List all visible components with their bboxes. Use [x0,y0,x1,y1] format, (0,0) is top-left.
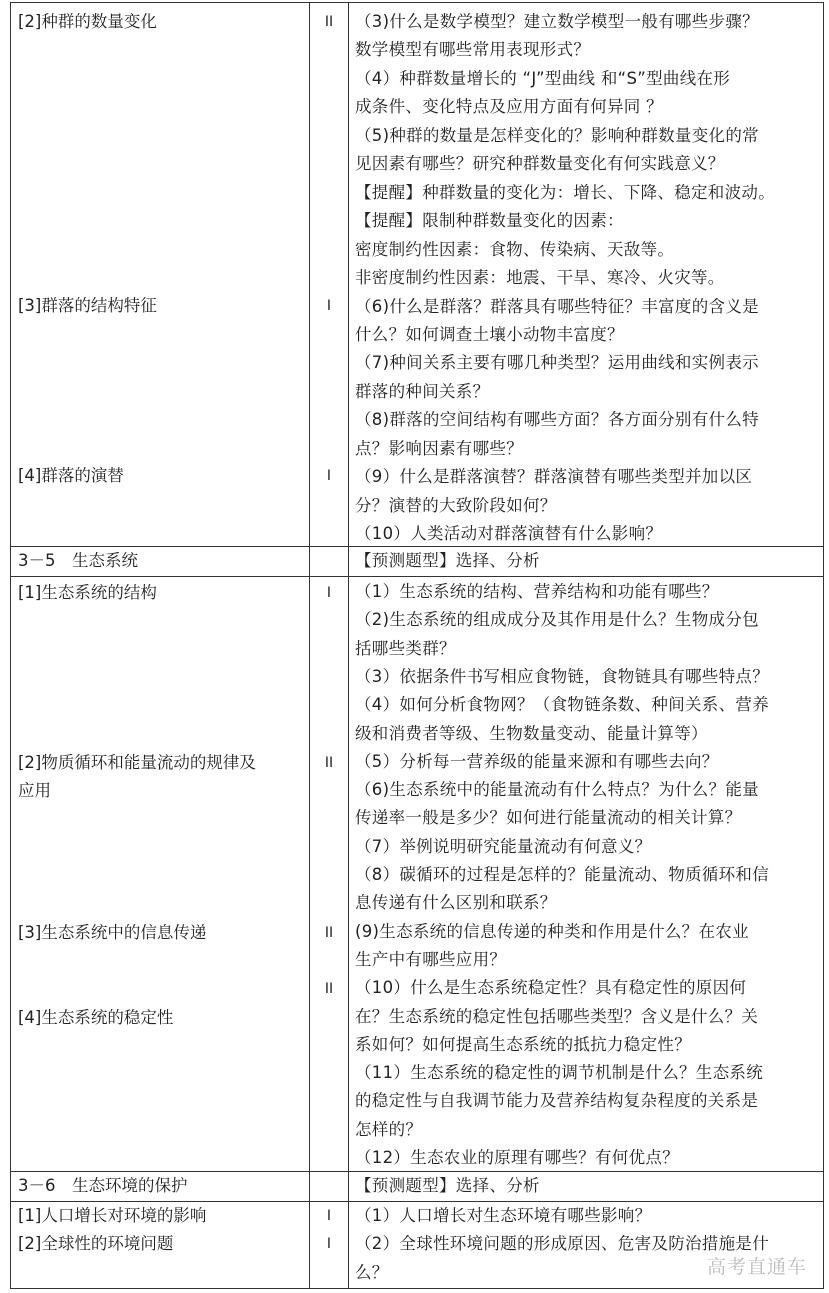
level: I [326,585,332,601]
topic-cell [11,1202,309,1288]
question-line: 【提醒】限制种群数量变化的因素： [355,211,624,231]
question-line: （1）生态系统的结构、营养结构和功能有哪些？ [355,582,719,601]
question-line: （12）生态农业的原理有哪些？有何优点？ [355,1148,679,1167]
section-title: 3－6 生态环境的保护 [18,1176,188,1195]
question-line: （8)群落的空间结构有哪些方面？各方面分别有什么特 [355,410,759,430]
questions-cell [348,3,823,546]
question-line: （2）全球性环境问题的形成原因、危害及防治措施是什 [355,1234,769,1254]
question-line: 生产中有哪些应用？ [355,949,507,969]
level: II [324,981,334,997]
topic: [2]全球性的环境问题 [18,1234,174,1253]
question-line: 息传递有什么区别和联系？ [355,893,557,913]
level: I [326,298,332,314]
questions-cell [348,577,823,1171]
level: II [324,755,334,771]
topic: [2]种群的数量变化 [18,12,157,31]
question-line: （5）分析每一营养级的能量来源和有哪些去向？ [355,751,719,771]
level-cell [309,577,348,1171]
topic: [2]物质循环和能量流动的规律及 [18,753,256,772]
row-section-35-header [11,547,823,577]
question-line: 点？影响因素有哪些？ [355,438,523,458]
question-line: 在？生态系统的稳定性包括哪些类型？含义是什么？关 [355,1006,759,1026]
topic: [1]生态系统的结构 [18,583,157,602]
question-line: 括哪些类群？ [355,638,456,658]
topic: [1]人口增长对环境的影响 [18,1206,207,1225]
question-line: （8）碳循环的过程是怎样的？能量流动、物质循环和信 [355,865,769,884]
question-line: 么？ [355,1262,389,1282]
question-line: 非密度制约性因素：地震、干旱、寒冷、火灾等。 [355,268,725,288]
question-line: （4）种群数量增长的 “J”型曲线 和“S”型曲线在形 [355,68,731,88]
question-line: （3）依据条件书写相应食物链，食物链具有哪些特点？ [355,666,769,686]
question-line: 系如何？如何提高生态系统的抵抗力稳定性？ [355,1034,691,1054]
question-line: （7)种间关系主要有哪几种类型？运用曲线和实例表示 [355,353,759,373]
question-line: （6)生态系统中的能量流动有什么特点？为什么？能量 [355,780,759,800]
level: II [324,925,334,941]
question-line: （9）什么是群落演替？群落演替有哪些类型并加以区 [355,467,753,487]
question-type: 【预测题型】选择、分析 [355,551,540,570]
topic-cell [11,3,309,546]
section-title: 3－5 生态系统 [18,551,138,570]
topic: [3]群落的结构特征 [18,296,157,315]
question-line: 密度制约性因素：食物、传染病、天敌等。 [355,239,675,259]
question-line: 传递率一般是多少？如何进行能量流动的相关计算？ [355,808,742,828]
level: I [326,468,332,484]
question-line: （10）什么是生态系统稳定性？具有稳定性的原因何 [355,978,747,998]
question-line: （4）如何分析食物网？（食物链条数、种间关系、营养 [355,695,769,715]
question-line: （11）生态系统的稳定性的调节机制是什么？生态系统 [355,1063,763,1083]
syllabus-table [10,2,824,1289]
question-line: 群落的种间关系？ [355,381,490,401]
question-line: 什么？如何调查土壤小动物丰富度？ [355,324,624,344]
row-section-36-header [11,1172,823,1202]
question-type: 【预测题型】选择、分析 [355,1176,540,1195]
question-line: （1）人口增长对生态环境有哪些影响？ [355,1206,652,1225]
level: I [326,1208,332,1224]
level-cell [309,1202,348,1288]
question-line: (9)生态系统的信息传递的种类和作用是什么？在农业 [355,921,749,941]
level-cell [309,3,348,546]
row-section-34-topics [11,3,823,547]
topic: 应用 [18,781,51,800]
question-line: （3)什么是数学模型？建立数学模型一般有哪些步骤？ [355,12,759,31]
topic-cell [11,577,309,1171]
question-line: 见因素有哪些？研究种群数量变化有何实践意义？ [355,154,725,174]
question-line: 级和消费者等级、生物数量变动、能量计算等） [355,723,708,743]
question-line: （2)生态系统的组成成分及其作用是什么？生物成分包 [355,610,759,630]
topic: [4]群落的演替 [18,466,124,485]
question-line: 怎样的？ [355,1119,423,1139]
question-line: （5)种群的数量是怎样变化的？影响种群数量变化的常 [355,125,759,145]
topic: [4]生态系统的稳定性 [18,1008,174,1027]
question-line: （10）人类活动对群落演替有什么影响？ [355,524,663,544]
row-section-35-topics [11,577,823,1172]
question-line: 【提醒】种群数量的变化为：增长、下降、稳定和波动。 [355,182,775,202]
topic: [3]生态系统中的信息传递 [18,923,207,942]
watermark: 高考直通车 [706,1256,807,1278]
question-line: （6)什么是群落？群落具有哪些特征？丰富度的含义是 [355,296,759,316]
level: II [324,14,334,30]
question-line: 数学模型有哪些常用表现形式？ [355,40,591,60]
level: I [326,1236,332,1252]
question-line: 的稳定性与自我调节能力及营养结构复杂程度的关系是 [355,1091,759,1111]
row-section-36-topics [11,1202,823,1289]
question-line: （7）举例说明研究能量流动有何意义？ [355,836,652,856]
question-line: 成条件、变化特点及应用方面有何异同 ？ [355,97,663,117]
question-line: 分？演替的大致阶段如何？ [355,495,557,515]
